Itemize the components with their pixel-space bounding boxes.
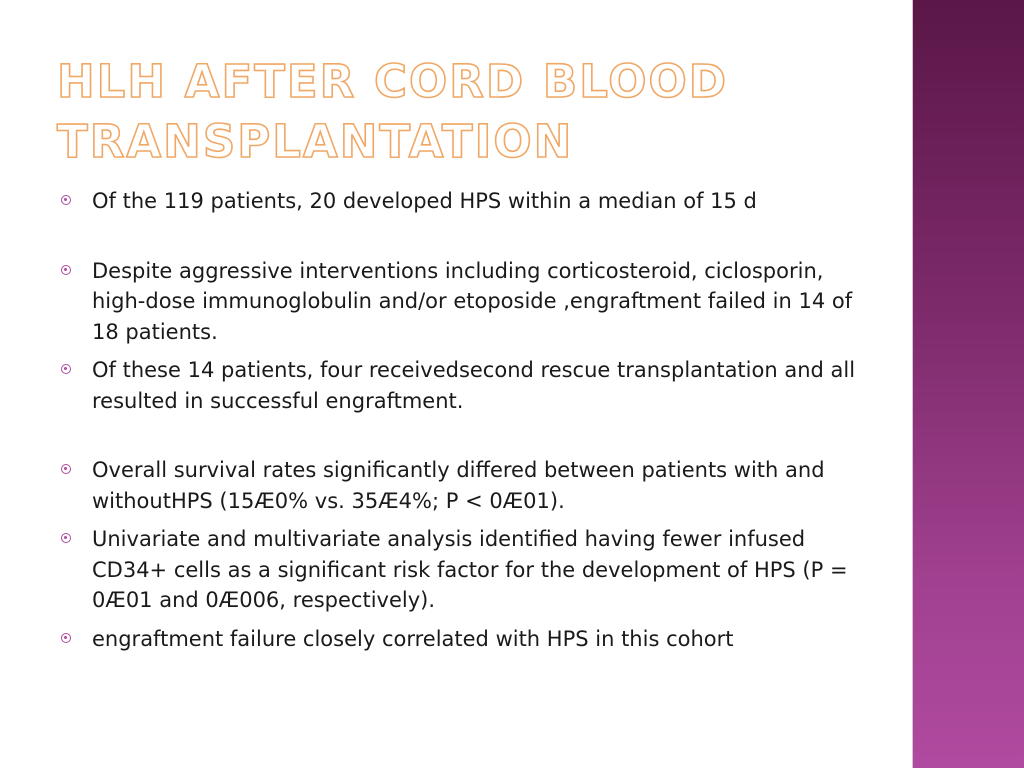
bullet-text-3: Of these 14 patients, four receivedsecond rescue transplantation and all resulted in successful engraftment.: [92, 358, 856, 413]
bullet-item-5: [60, 524, 860, 616]
bullet-item-6: [60, 624, 860, 655]
bullet-text-4: Overall survival rates significantly differed between patients with and withoutHPS (15Æ0% vs. 35Æ4%; P < 0Æ01).: [92, 458, 825, 513]
bullet-text-5: Univariate and multivariate analysis identified having fewer infused CD34+ cells as a significant risk factor for the development of HPS (P = 0Æ01 and 0Æ006, respectively).: [92, 527, 848, 612]
circle-dot-bullet-icon: [61, 364, 71, 374]
circle-dot-bullet-icon: [61, 533, 71, 543]
circle-dot-bullet-icon: [61, 633, 71, 643]
bullet-text-6: engraftment failure closely correlated with HPS in this cohort: [92, 626, 734, 651]
slide-title-line-2: TRANSPLANTATION: [57, 115, 574, 168]
circle-dot-bullet-icon: [61, 464, 71, 474]
decorative-side-bar: [912, 0, 1024, 768]
bullet-item-3: [60, 355, 860, 416]
bullet-item-1: [60, 186, 860, 217]
circle-dot-bullet-icon: [61, 195, 71, 205]
bullet-text-2: Despite aggressive interventions including corticosteroid, ciclosporin, high-dose immunoglobulin and/or etoposide ,engraftment failed in 14 of 18 patients.: [92, 258, 853, 344]
bullet-item-2: [60, 256, 860, 348]
circle-dot-bullet-icon: [61, 265, 71, 275]
slide-title-line-1: HLH AFTER CORD BLOOD: [57, 55, 729, 108]
slide-title: [57, 52, 897, 172]
bullet-list: [60, 186, 860, 662]
bullet-text-1: Of the 119 patients, 20 developed HPS within a median of 15 d: [92, 189, 757, 213]
bullet-item-4: [60, 455, 860, 516]
